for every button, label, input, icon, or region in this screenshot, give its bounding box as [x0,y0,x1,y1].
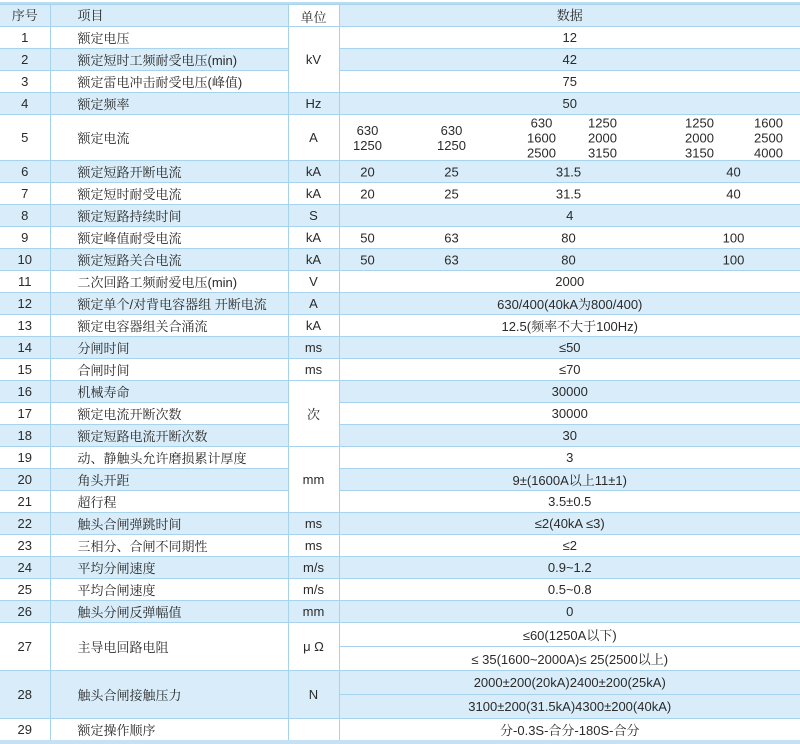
value-group [340,161,800,182]
header-seq: 序号 [0,5,50,27]
row-unit: μ Ω [288,623,339,671]
row-value: ≤2(40kA ≤3) [339,513,800,535]
table-row [0,425,800,447]
row-value: 75 [339,71,800,93]
row-seq: 8 [0,205,50,227]
row-item: 额定短路持续时间 [50,205,288,227]
value-cell: 100 [722,230,745,245]
row-value-line: ≤60(1250A以下) [339,623,800,647]
value-cell: 50 [360,252,375,267]
value-cell: 63 [444,252,459,267]
value-cell: 20 [360,164,375,179]
row-value: 630/400(40kA为800/400) [339,293,800,315]
table-row [0,337,800,359]
value-cell: 630 1600 2500 [527,115,556,160]
row-seq: 9 [0,227,50,249]
table-row [0,183,800,205]
row-item: 额定电容器组关合涌流 [50,315,288,337]
row-value: 3 [339,447,800,469]
row-seq: 29 [0,719,50,741]
table-row [0,359,800,381]
value-cell: 630 1250 [437,122,466,153]
row-unit: m/s [288,579,339,601]
row-value: 0.9~1.2 [339,557,800,579]
row-seq: 23 [0,535,50,557]
row-unit: ms [288,359,339,381]
table-row [0,513,800,535]
row-item: 额定短时工频耐受电压(min) [50,49,288,71]
row-item: 额定操作顺序 [50,719,288,741]
row-value: ≤2 [339,535,800,557]
row-item: 额定单个/对背电容器组 开断电流 [50,293,288,315]
value-cell: 50 [360,230,375,245]
row-item: 额定频率 [50,93,288,115]
row-seq: 21 [0,491,50,513]
row-value: 4 [339,205,800,227]
row-seq: 13 [0,315,50,337]
row-value-line: 3100±200(31.5kA)4300±200(40kA) [339,695,800,719]
row-value: 3.5±0.5 [339,491,800,513]
row-seq: 6 [0,161,50,183]
row-item: 额定雷电冲击耐受电压(峰值) [50,71,288,93]
row-seq: 17 [0,403,50,425]
row-unit: ms [288,535,339,557]
row-seq: 14 [0,337,50,359]
row-unit: A [288,115,339,161]
row-value-line: ≤ 35(1600~2000A)≤ 25(2500以上) [339,647,800,671]
row-unit: V [288,271,339,293]
row-item: 超行程 [50,491,288,513]
table-row [0,579,800,601]
header-item: 项目 [50,5,288,27]
table-row [0,115,800,161]
value-cell: 100 [722,252,745,267]
table-row [0,71,800,93]
row-item: 额定电流 [50,115,288,161]
row-item: 平均合闸速度 [50,579,288,601]
value-cell: 40 [726,186,741,201]
value-cell: 1600 2500 4000 [754,115,783,160]
value-cell: 25 [444,164,459,179]
row-value: 0.5~0.8 [339,579,800,601]
table-row [0,601,800,623]
value-cell: 25 [444,186,459,201]
row-item: 动、静触头允许磨损累计厚度 [50,447,288,469]
row-seq: 22 [0,513,50,535]
value-cell: 31.5 [555,164,582,179]
value-cell: 80 [561,252,576,267]
table-row [0,205,800,227]
row-unit: 次 [288,381,339,447]
table-row [0,271,800,293]
row-values [339,227,800,249]
row-item: 三相分、合闸不同期性 [50,535,288,557]
value-cell: 1250 2000 3150 [685,115,714,160]
row-item: 额定电压 [50,27,288,49]
row-unit: A [288,293,339,315]
row-unit: Hz [288,93,339,115]
row-item: 合闸时间 [50,359,288,381]
row-unit: mm [288,447,339,513]
row-value: ≤70 [339,359,800,381]
header-data: 数据 [339,5,800,27]
table-row [0,469,800,491]
row-value: 2000 [339,271,800,293]
value-cell: 20 [360,186,375,201]
row-unit: ms [288,337,339,359]
value-cell: 1250 2000 3150 [588,115,617,160]
row-unit: mm [288,601,339,623]
row-value: 30000 [339,381,800,403]
table-row [0,27,800,49]
row-unit: S [288,205,339,227]
row-value: 12.5(频率不大于100Hz) [339,315,800,337]
row-item: 主导电回路电阻 [50,623,288,671]
row-seq: 3 [0,71,50,93]
table-row [0,671,800,695]
row-seq: 15 [0,359,50,381]
row-value: ≤50 [339,337,800,359]
value-cell: 63 [444,230,459,245]
row-unit: kA [288,161,339,183]
row-unit: m/s [288,557,339,579]
row-seq: 2 [0,49,50,71]
row-value: 12 [339,27,800,49]
header-unit: 单位 [288,5,339,27]
row-unit: kA [288,227,339,249]
row-seq: 1 [0,27,50,49]
row-item: 触头分闸反弹幅值 [50,601,288,623]
table-row [0,49,800,71]
row-item: 触头合闸接触压力 [50,671,288,719]
row-values [339,115,800,161]
value-cell: 630 1250 [353,122,382,153]
row-seq: 25 [0,579,50,601]
row-unit: N [288,671,339,719]
spec-table [0,4,800,741]
row-value: 42 [339,49,800,71]
row-seq: 26 [0,601,50,623]
row-item: 额定电流开断次数 [50,403,288,425]
table-row [0,381,800,403]
table-row [0,293,800,315]
table-row [0,719,800,741]
row-unit: kA [288,183,339,205]
row-value: 50 [339,93,800,115]
row-seq: 27 [0,623,50,671]
row-value-line: 2000±200(20kA)2400±200(25kA) [339,671,800,695]
row-item: 分闸时间 [50,337,288,359]
row-item: 额定短路开断电流 [50,161,288,183]
row-value: 9±(1600A以上11±1) [339,469,800,491]
value-cell: 80 [561,230,576,245]
row-item: 额定峰值耐受电流 [50,227,288,249]
row-values [339,249,800,271]
value-cell: 40 [726,164,741,179]
row-value: 0 [339,601,800,623]
value-group [340,249,800,270]
row-value: 分-0.3S-合分-180S-合分 [339,719,800,741]
row-seq: 12 [0,293,50,315]
table-row [0,535,800,557]
row-seq: 28 [0,671,50,719]
row-seq: 20 [0,469,50,491]
row-item: 角头开距 [50,469,288,491]
table-row [0,557,800,579]
row-value: 30000 [339,403,800,425]
row-seq: 16 [0,381,50,403]
table-row [0,227,800,249]
table-row [0,249,800,271]
value-cell: 31.5 [555,186,582,201]
row-unit: kV [288,27,339,93]
row-unit: kA [288,249,339,271]
table-row [0,161,800,183]
row-seq: 7 [0,183,50,205]
row-item: 触头合闸弹跳时间 [50,513,288,535]
bottom-border [0,740,800,744]
table-header-row [0,5,800,27]
row-value: 30 [339,425,800,447]
row-seq: 11 [0,271,50,293]
table-row [0,447,800,469]
row-item: 额定短路关合电流 [50,249,288,271]
table-row [0,491,800,513]
row-item: 二次回路工频耐爱电压(min) [50,271,288,293]
row-unit: ms [288,513,339,535]
table-row [0,623,800,647]
table-row [0,403,800,425]
row-seq: 10 [0,249,50,271]
row-seq: 19 [0,447,50,469]
row-values [339,183,800,205]
table-row [0,93,800,115]
value-group [340,115,800,160]
row-seq: 18 [0,425,50,447]
row-seq: 24 [0,557,50,579]
row-item: 机械寿命 [50,381,288,403]
row-unit [288,719,339,741]
row-seq: 4 [0,93,50,115]
table-row [0,315,800,337]
value-group [340,227,800,248]
row-values [339,161,800,183]
row-seq: 5 [0,115,50,161]
value-group [340,183,800,204]
row-unit: kA [288,315,339,337]
row-item: 平均分闸速度 [50,557,288,579]
row-item: 额定短路电流开断次数 [50,425,288,447]
row-item: 额定短时耐受电流 [50,183,288,205]
